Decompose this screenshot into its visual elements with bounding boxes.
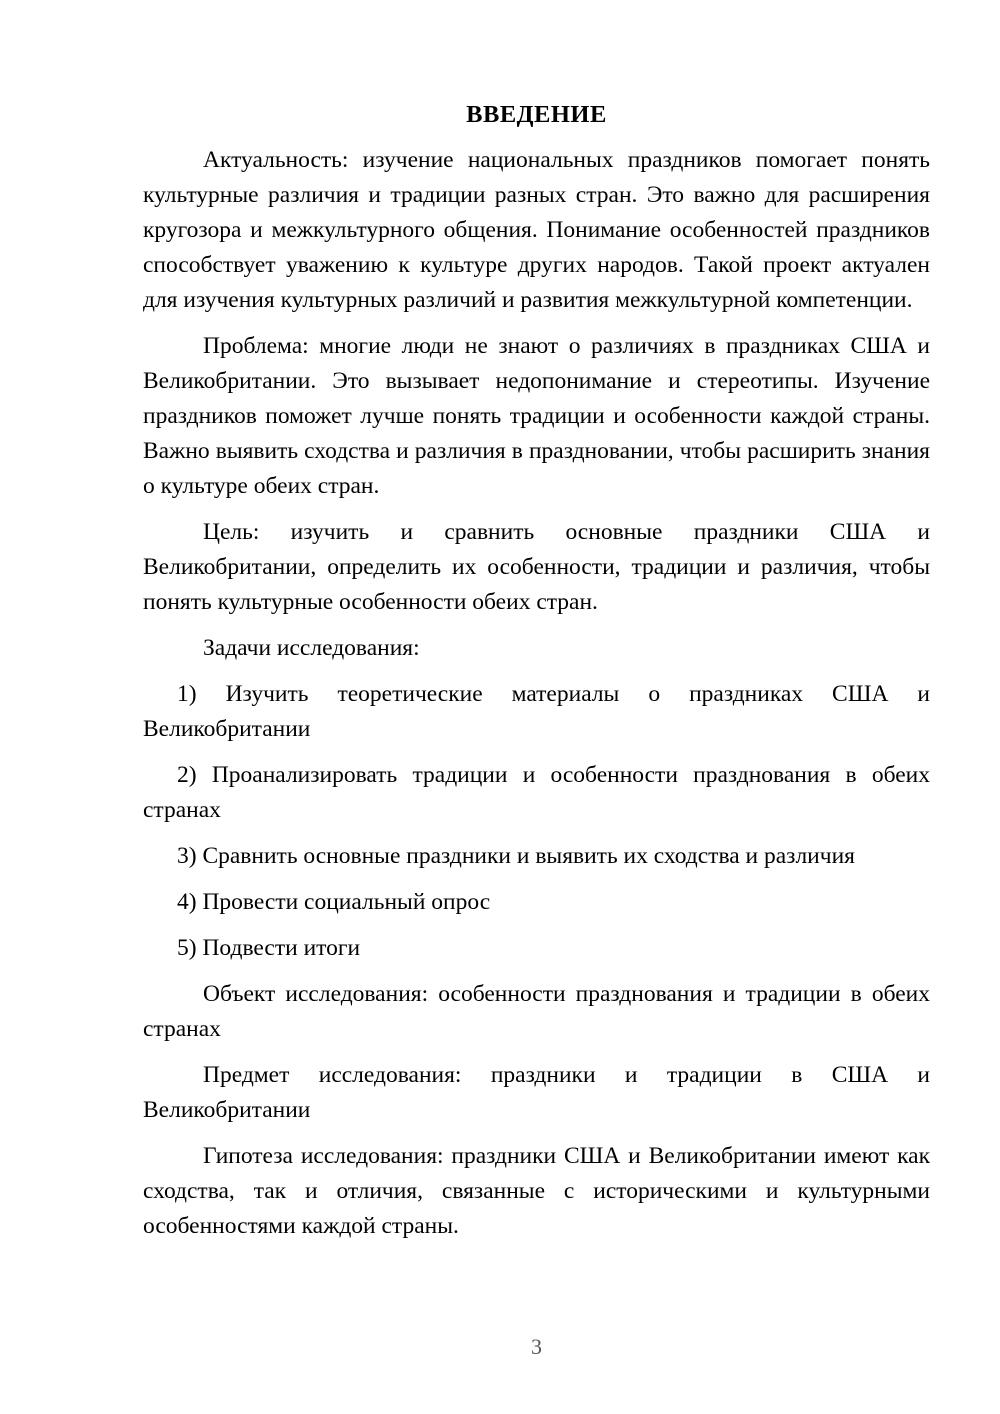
page-number: 3: [531, 1334, 542, 1359]
list-item: 4) Провести социальный опрос: [177, 889, 491, 915]
document-body: [143, 143, 930, 1244]
list-item: 3) Сравнить основные праздники и выявить их сходства и различия: [177, 843, 855, 869]
list-item: 2) Проанализировать традиции и особенности празднования в обеих странах: [143, 762, 930, 823]
paragraph: Цель: изучить и сравнить основные праздники США и Великобритании, определить их особенности, традиции и различия, чтобы понять культурные особенности обеих стран.: [143, 519, 930, 615]
paragraph: Гипотеза исследования: праздники США и Великобритании имеют как сходства, так и отличия, связанные с историческими и культурными особенностями каждой страны.: [143, 1143, 930, 1239]
list-item: 5) Подвести итоги: [177, 935, 361, 961]
paragraph: Проблема: многие люди не знают о различиях в праздниках США и Великобритании. Это вызывает недопонимание и стереотипы. Изучение праздников поможет лучше понять традиции и особенности каждой страны. Важно выявить сходства и различия в праздновании, чтобы расширить знания о культуре обеих стран.: [143, 333, 930, 499]
paragraph: Задачи исследования:: [203, 635, 420, 661]
paragraph: Объект исследования: особенности празднования и традиции в обеих странах: [143, 981, 930, 1042]
paragraph: Предмет исследования: праздники и традиции в США и Великобритании: [143, 1062, 930, 1123]
page-title: ВВЕДЕНИЕ: [466, 101, 607, 128]
list-item: 1) Изучить теоретические материалы о праздниках США и Великобритании: [143, 681, 930, 742]
paragraph: Актуальность: изучение национальных праздников помогает понять культурные различия и традиции разных стран. Это важно для расширения кругозора и межкультурного общения. Понимание особенностей праздников способствует уважению к культуре других народов. Такой проект актуален для изучения культурных различий и развития межкультурной компетенции.: [143, 147, 930, 313]
